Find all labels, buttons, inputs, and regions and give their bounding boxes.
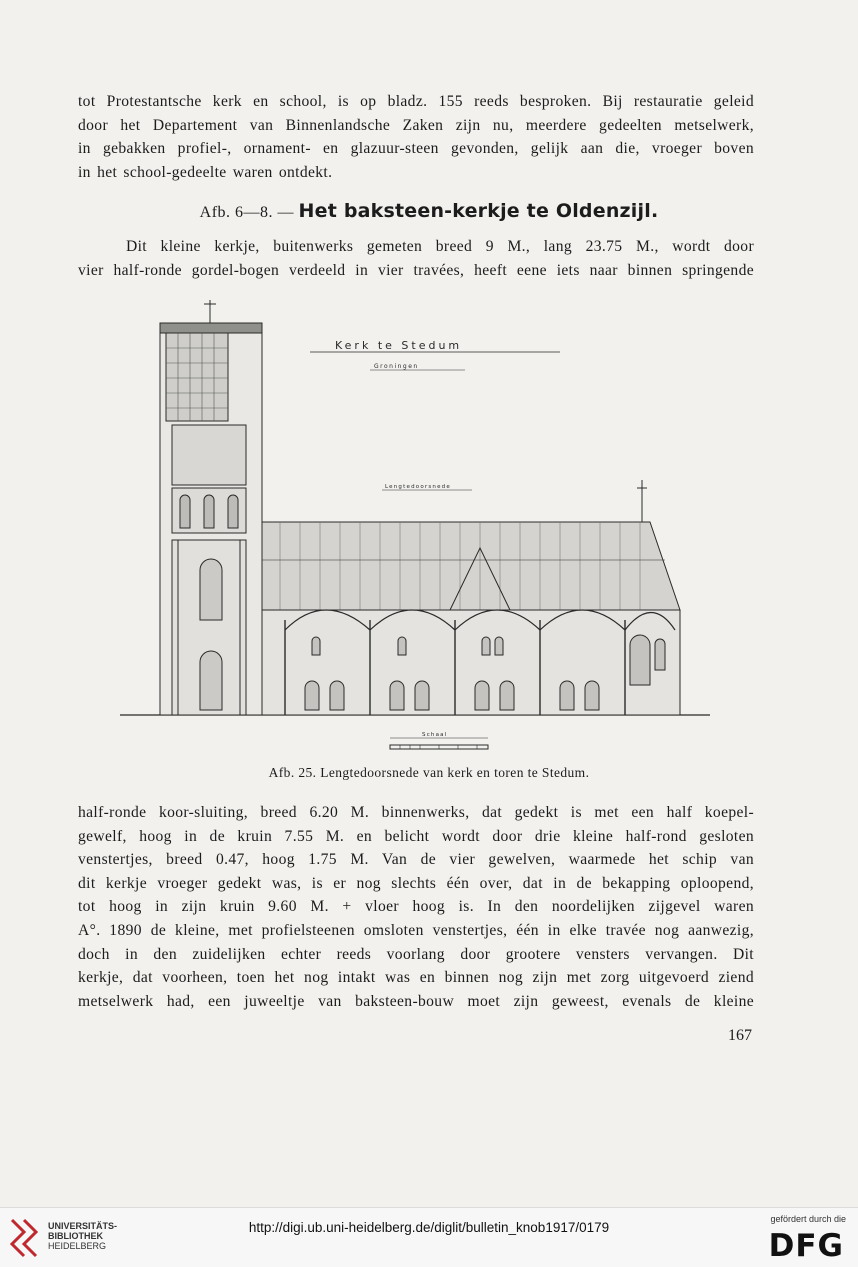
text-line: metselwerk had, een juweeltje van baksteen-bouw moet zijn geweest, evenals de kleine — [78, 992, 754, 1010]
text-line: Dit kleine kerkje, buitenwerks gemeten breed 9 M., lang 23.75 M., wordt door — [126, 238, 754, 255]
text-line: dit kerkje vroeger gedekt was, is er nog slechts één over, dat in de bekapping oploopend, — [78, 874, 754, 892]
library-name-line: HEIDELBERG — [48, 1241, 107, 1251]
heading-prefix: Afb. 6—8. — — [199, 204, 299, 221]
text-line: doch in den zuidelijken echter reeds voorlang door grootere vensters vervangen. Dit — [78, 945, 754, 963]
paragraph-bottom — [78, 801, 754, 1013]
text-line: in gebakken profiel-, ornament- en glazuur-steen gevonden, gelijk aan die, vroeger boven — [78, 140, 754, 158]
paragraph-top — [78, 90, 754, 184]
text-line: tot hoog in zijn kruin 9.60 M. + vloer hoog is. In den noordelijken zijgevel waren — [78, 898, 754, 916]
church-section-drawing — [120, 290, 740, 765]
text-line: door het Departement van Binnenlandsche Zaken zijn nu, meerdere gedeelten metselwerk, — [78, 116, 754, 134]
funded-by-label: gefördert durch die — [770, 1214, 846, 1224]
text-line: A°. 1890 de kleine, met profielsteenen omsloten venstertjes, één in elke travée nog aanwezig, — [78, 921, 754, 939]
heading-title: Het baksteen-kerkje te Oldenzijl. — [298, 200, 659, 222]
page-number: 167 — [728, 1027, 752, 1044]
text-line: kerkje, dat voorheen, toen het nog intakt was en binnen nog zijn met zorg uitgevoerd ziend — [78, 969, 754, 987]
library-name-line: BIBLIOTHEK — [48, 1231, 103, 1241]
text-line: tot Protestantsche kerk en school, is op bladz. 155 reeds besproken. Bij restauratie geleid — [78, 93, 754, 110]
text-line: half-ronde koor-sluiting, breed 6.20 M. binnenwerks, dat gedekt is met een half koepel- — [78, 804, 754, 821]
section-heading — [0, 200, 858, 222]
drawing-subtitle: Groningen — [374, 363, 419, 370]
paragraph-intro — [78, 235, 754, 282]
figure-caption: Afb. 25. Lengtedoorsnede van kerk en toren te Stedum. — [268, 765, 590, 780]
text-line: vier half-ronde gordel-bogen verdeeld in vier travées, heeft eene iets naar binnen springende — [78, 261, 754, 279]
text-line: gewelf, hoog in de kruin 7.55 M. en belicht wordt door drie kleine half-rond gesloten — [78, 827, 754, 845]
viewer-footer — [0, 1207, 858, 1267]
drawing-title: Kerk te Stedum — [335, 339, 463, 352]
section-label: Lengtedoorsnede — [385, 484, 451, 490]
drawing-svg — [120, 290, 740, 765]
dfg-logo: DFG — [768, 1228, 844, 1264]
text-line: venstertjes, breed 0.47, hoog 1.75 M. Van de vier gewelven, waarmede het schip van — [78, 851, 754, 869]
text-line: in het school-gedeelte waren ontdekt. — [78, 163, 333, 181]
scale-label: Schaal — [422, 732, 448, 738]
permalink-url[interactable]: http://digi.ub.uni-heidelberg.de/diglit/bulletin_knob1917/0179 — [248, 1220, 610, 1235]
library-name-line: UNIVERSITÄTS- — [48, 1221, 118, 1231]
